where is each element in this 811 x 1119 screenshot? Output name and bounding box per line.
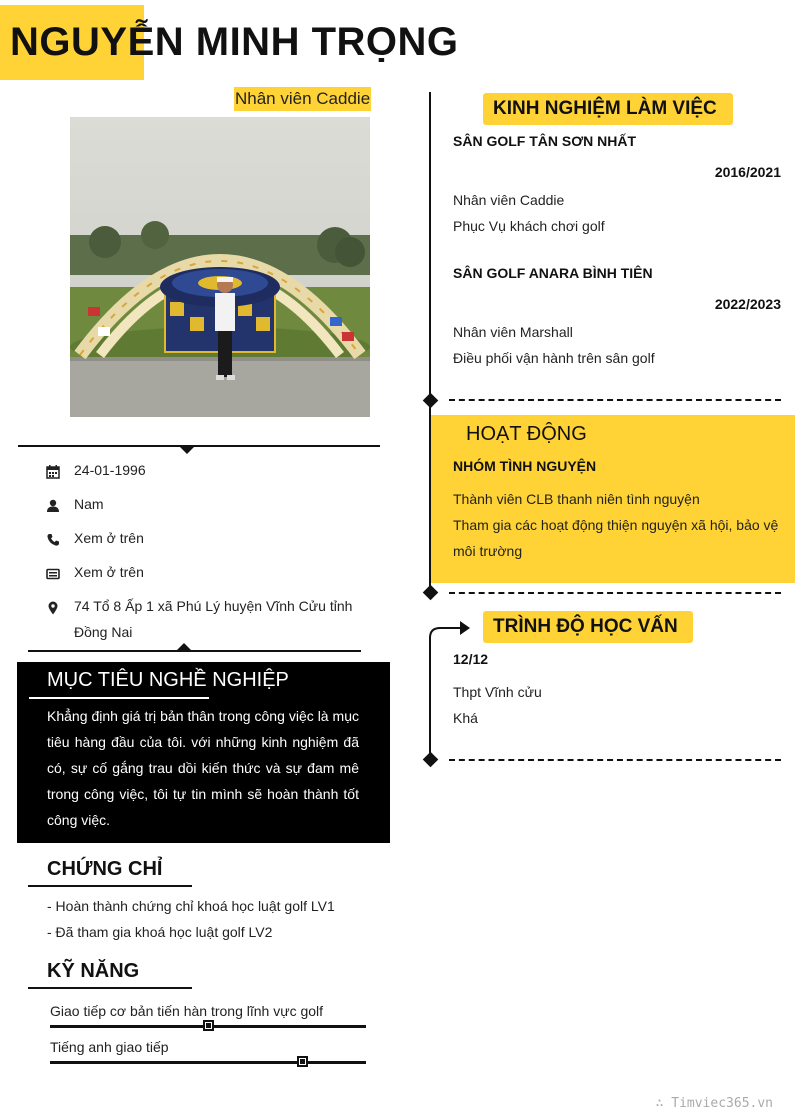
activities-line: Thành viên CLB thanh niên tình nguyện	[453, 491, 700, 507]
activities-line: Tham gia các hoạt động thiện nguyện xã hội, bảo vệ môi trường	[453, 517, 779, 559]
experience-title: KINH NGHIỆM LÀM VIỆC	[493, 98, 717, 119]
skill-track	[50, 1061, 366, 1064]
address-value: 74 Tổ 8 Ấp 1 xã Phú Lý huyện Vĩnh Cửu tỉnh Đồng Nai	[74, 598, 353, 640]
user-icon	[46, 495, 62, 511]
candidate-name: NGUYỄN MINH TRỌNG	[10, 20, 459, 64]
skills-title: KỸ NĂNG	[47, 960, 140, 982]
education-rank: Khá	[453, 710, 478, 726]
education-grade: 12/12	[453, 651, 489, 667]
email-value: Xem ở trên	[74, 564, 144, 580]
activities-title: HOẠT ĐỘNG	[466, 423, 587, 445]
job-period: 2022/2023	[714, 296, 781, 312]
objective-title: MỤC TIÊU NGHỀ NGHIỆP	[47, 669, 289, 691]
job-description: Điều phối vận hành trên sân golf	[453, 350, 655, 366]
objective-text: Khẳng định giá trị bản thân trong công việc là mục tiêu hàng đầu của tôi. với những kinh nghiệm đã có, sự cố gắng trau dồi kiến thức và sự đam mê trong công việc, tôi tự tin mình sẽ hoàn thành tốt công việc.	[47, 708, 359, 828]
skills-underline	[28, 987, 192, 989]
phone-icon	[46, 529, 62, 545]
job-title: Nhân viên Caddie	[234, 87, 371, 111]
skill-label: Tiếng anh giao tiếp	[50, 1039, 169, 1055]
watermark-icon: ∴	[655, 1096, 672, 1111]
timeline-line	[429, 405, 431, 593]
certificate-item: - Đã tham gia khoá học luật golf LV2	[47, 924, 273, 940]
objective-underline	[29, 697, 209, 699]
certificate-item: - Hoàn thành chứng chỉ khoá học luật golf LV1	[47, 898, 335, 914]
birthday-value: 24-01-1996	[74, 462, 146, 478]
skill-level-knob	[203, 1020, 214, 1031]
job-position: Nhân viên Caddie	[453, 192, 565, 208]
job-description: Phục Vụ khách chơi golf	[453, 218, 605, 234]
section-separator	[449, 592, 781, 594]
section-separator	[449, 399, 781, 401]
objective-section	[17, 662, 390, 843]
education-school: Thpt Vĩnh cửu	[453, 684, 542, 700]
watermark-text: Timviec365.vn	[671, 1096, 773, 1111]
timeline-diamond	[423, 585, 439, 601]
phone-value: Xem ở trên	[74, 530, 144, 546]
certificates-underline	[28, 885, 192, 887]
skill-level-knob	[297, 1056, 308, 1067]
section-separator	[449, 759, 781, 761]
education-title: TRÌNH ĐỘ HỌC VẤN	[493, 616, 678, 637]
info-divider-bottom	[28, 650, 361, 652]
timeline-line	[429, 92, 431, 400]
skill-label: Giao tiếp cơ bản tiến hàn trong lĩnh vực golf	[50, 1003, 324, 1019]
watermark	[656, 1096, 773, 1111]
calendar-icon	[46, 461, 62, 477]
envelope-icon	[46, 563, 62, 579]
divider-notch-up	[176, 643, 192, 651]
job-company: SÂN GOLF TÂN SƠN NHẤT	[453, 133, 637, 149]
info-divider-top	[18, 445, 380, 447]
certificates-title: CHỨNG CHỈ	[47, 858, 163, 880]
profile-photo	[70, 117, 370, 417]
map-pin-icon	[46, 597, 62, 613]
job-position: Nhân viên Marshall	[453, 324, 573, 340]
job-company: SÂN GOLF ANARA BÌNH TIÊN	[453, 265, 653, 281]
activities-org: NHÓM TÌNH NGUYỆN	[453, 458, 597, 474]
job-period: 2016/2021	[714, 164, 781, 180]
divider-notch	[179, 446, 195, 454]
gender-value: Nam	[74, 496, 104, 512]
